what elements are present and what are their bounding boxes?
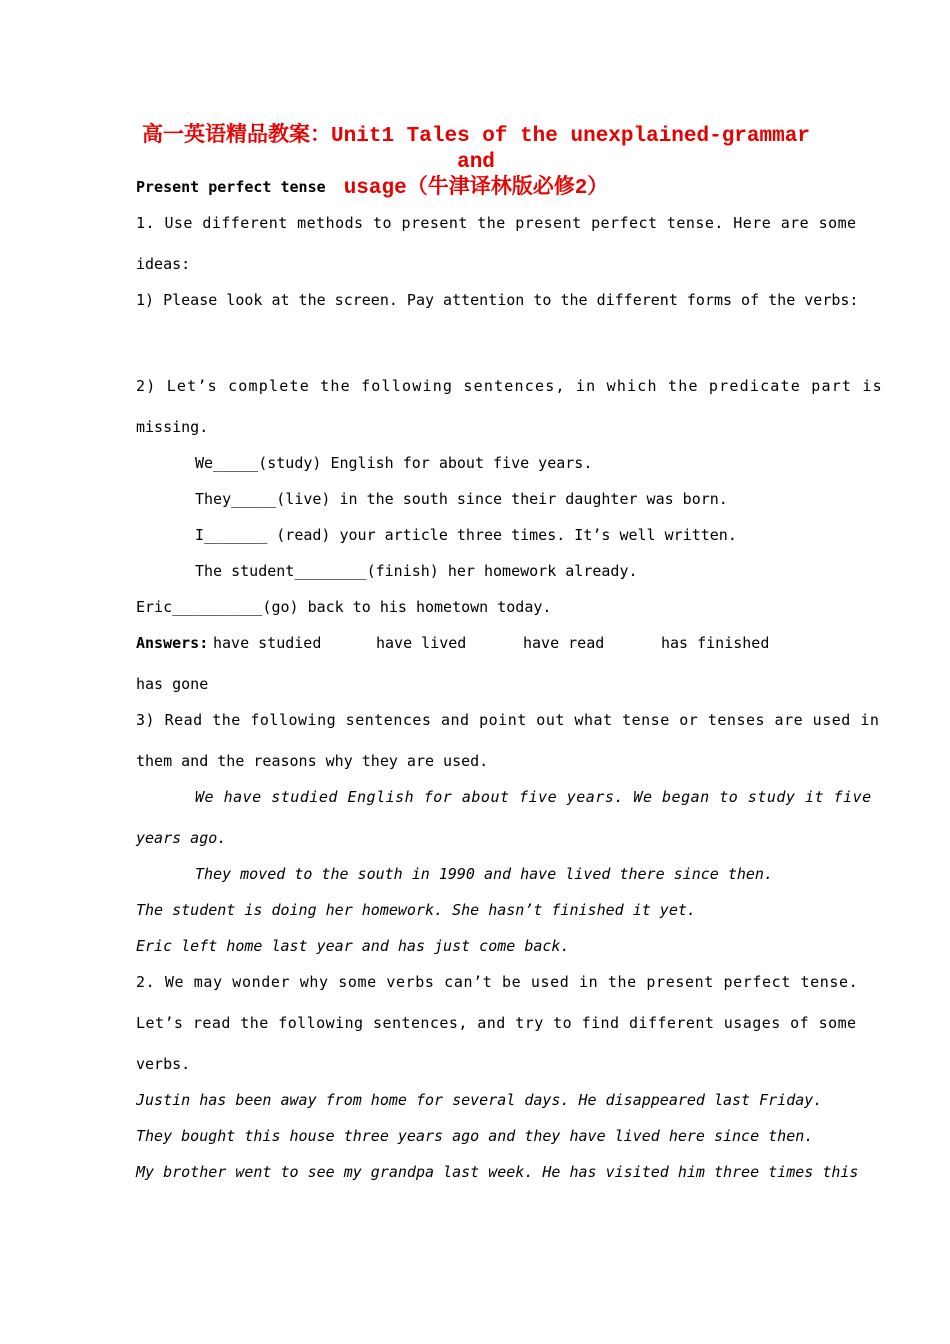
- exercise-sentence-1: We_____(study) English for about five years.: [195, 454, 593, 472]
- paragraph-2-line-2: missing.: [136, 418, 209, 436]
- paragraph-4-line-1: 2. We may wonder why some verbs can’t be used in the present perfect tense.: [136, 973, 859, 991]
- answers-row: [136, 633, 816, 653]
- answer-3: have read: [523, 634, 605, 652]
- answers-label: Answers:: [136, 634, 209, 652]
- title-line-1: 高一英语精品教案：Unit1 Tales of the unexplained-grammar and: [142, 125, 810, 174]
- example-sentence-4: Eric left home last year and has just come back.: [136, 937, 570, 955]
- answer-4: has finished: [661, 634, 770, 652]
- paragraph-1-line-1: 1. Use different methods to present the present perfect tense. Here are some: [136, 214, 857, 232]
- example-sentence-3: The student is doing her homework. She hasn’t finished it yet.: [136, 901, 696, 919]
- usage-example-1: Justin has been away from home for several days. He disappeared last Friday.: [136, 1091, 823, 1109]
- paragraph-3-line-2: them and the reasons why they are used.: [136, 752, 489, 770]
- paragraph-2-line-1: 2) Let’s complete the following sentences, in which the predicate part is: [136, 377, 883, 395]
- example-sentence-1-line-1: We have studied English for about five years. We began to study it five: [195, 788, 872, 806]
- exercise-sentence-2: They_____(live) in the south since their daughter was born.: [195, 490, 728, 508]
- example-sentence-1-line-2: years ago.: [136, 829, 227, 847]
- answer-1: have studied: [213, 634, 322, 652]
- paragraph-3-line-1: 3) Read the following sentences and point out what tense or tenses are used in: [136, 711, 880, 729]
- section-heading: Present perfect tense: [136, 178, 326, 196]
- paragraph-1a: 1) Please look at the screen. Pay attention to the different forms of the verbs:: [136, 291, 859, 309]
- answer-5: has gone: [136, 675, 209, 693]
- answer-2: have lived: [376, 634, 467, 652]
- exercise-sentence-5: Eric__________(go) back to his hometown today.: [136, 598, 552, 616]
- exercise-sentence-4: The student________(finish) her homework already.: [195, 562, 638, 580]
- paragraph-4-line-2: Let’s read the following sentences, and try to find different usages of some: [136, 1014, 857, 1032]
- paragraph-4-line-3: verbs.: [136, 1055, 191, 1073]
- usage-example-3: My brother went to see my grandpa last week. He has visited him three times this: [136, 1163, 859, 1181]
- usage-example-2: They bought this house three years ago and they have lived here since then.: [136, 1127, 814, 1145]
- paragraph-1-line-2: ideas:: [136, 255, 191, 273]
- exercise-sentence-3: I_______ (read) your article three times. It’s well written.: [195, 526, 737, 544]
- example-sentence-2: They moved to the south in 1990 and have lived there since then.: [195, 865, 773, 883]
- title-line-2: usage（牛津译林版必修2）: [343, 177, 609, 200]
